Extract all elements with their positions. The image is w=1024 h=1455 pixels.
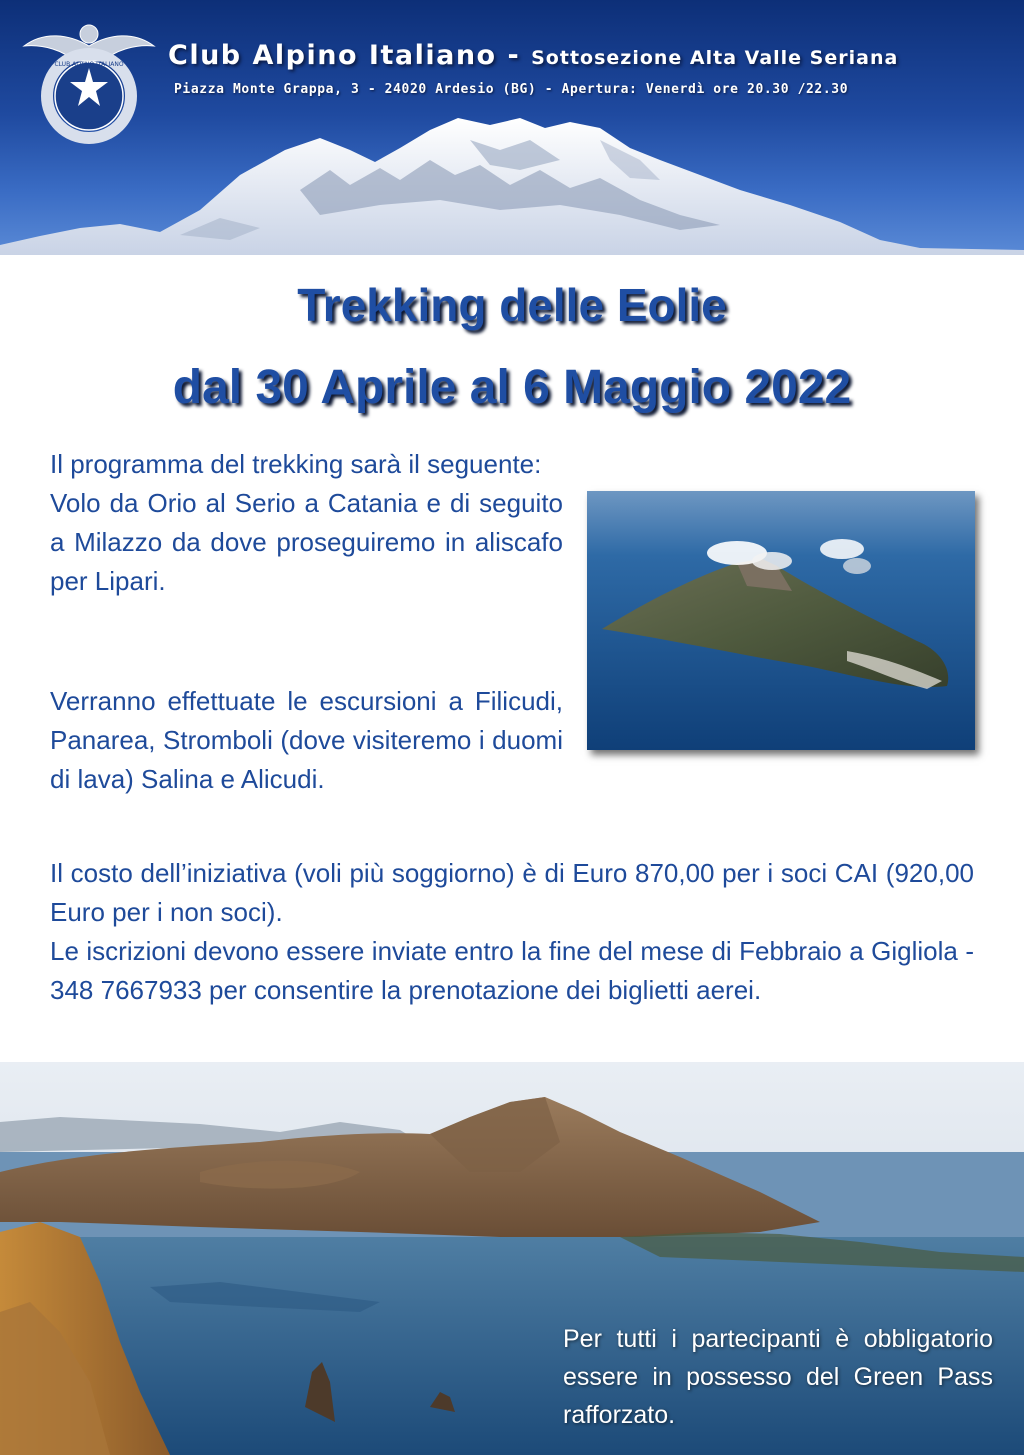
cai-logo: [14, 6, 164, 156]
org-title: [168, 40, 898, 71]
green-pass-note: Per tutti i partecipanti è obbligatorio essere in possesso del Green Pass rafforzato.: [563, 1325, 993, 1429]
logo-lettering: CLUB ALPINO ITALIANO: [54, 61, 124, 68]
title-separator: -: [496, 40, 532, 71]
program-paragraph: [50, 445, 563, 601]
event-dates: dal 30 Aprile al 6 Maggio 2022: [172, 361, 852, 414]
section-name: Sottosezione Alta Valle Seriana: [531, 47, 899, 69]
registration-info: Le iscrizioni devono essere inviate entro la fine del mese di Febbraio a Gigliola - 348 7667933 per consentire la prenotazione dei biglietti aerei.: [50, 936, 974, 1005]
org-name: Club Alpino Italiano: [168, 40, 497, 71]
org-address: Piazza Monte Grappa, 3 - 24020 Ardesio (BG) - Apertura: Venerdì ore 20.30 /22.30: [174, 82, 849, 97]
event-title: Trekking delle Eolie: [297, 279, 727, 331]
cost-registration-paragraph: [50, 854, 974, 1010]
program-travel: Volo da Orio al Serio a Catania e di seguito a Milazzo da dove proseguiremo in aliscafo per Lipari.: [50, 488, 563, 596]
stromboli-island-photo: [587, 491, 975, 750]
cost-info: Il costo dell’iniziativa (voli più soggiorno) è di Euro 870,00 per i soci CAI (920,00 Euro per i non soci).: [50, 858, 974, 927]
excursions-paragraph: Verranno effettuate le escursioni a Filicudi, Panarea, Stromboli (dove visiteremo i duomi di lava) Salina e Alicudi.: [50, 686, 563, 794]
header-banner: [0, 0, 1024, 255]
program-intro: Il programma del trekking sarà il seguente:: [50, 449, 542, 479]
